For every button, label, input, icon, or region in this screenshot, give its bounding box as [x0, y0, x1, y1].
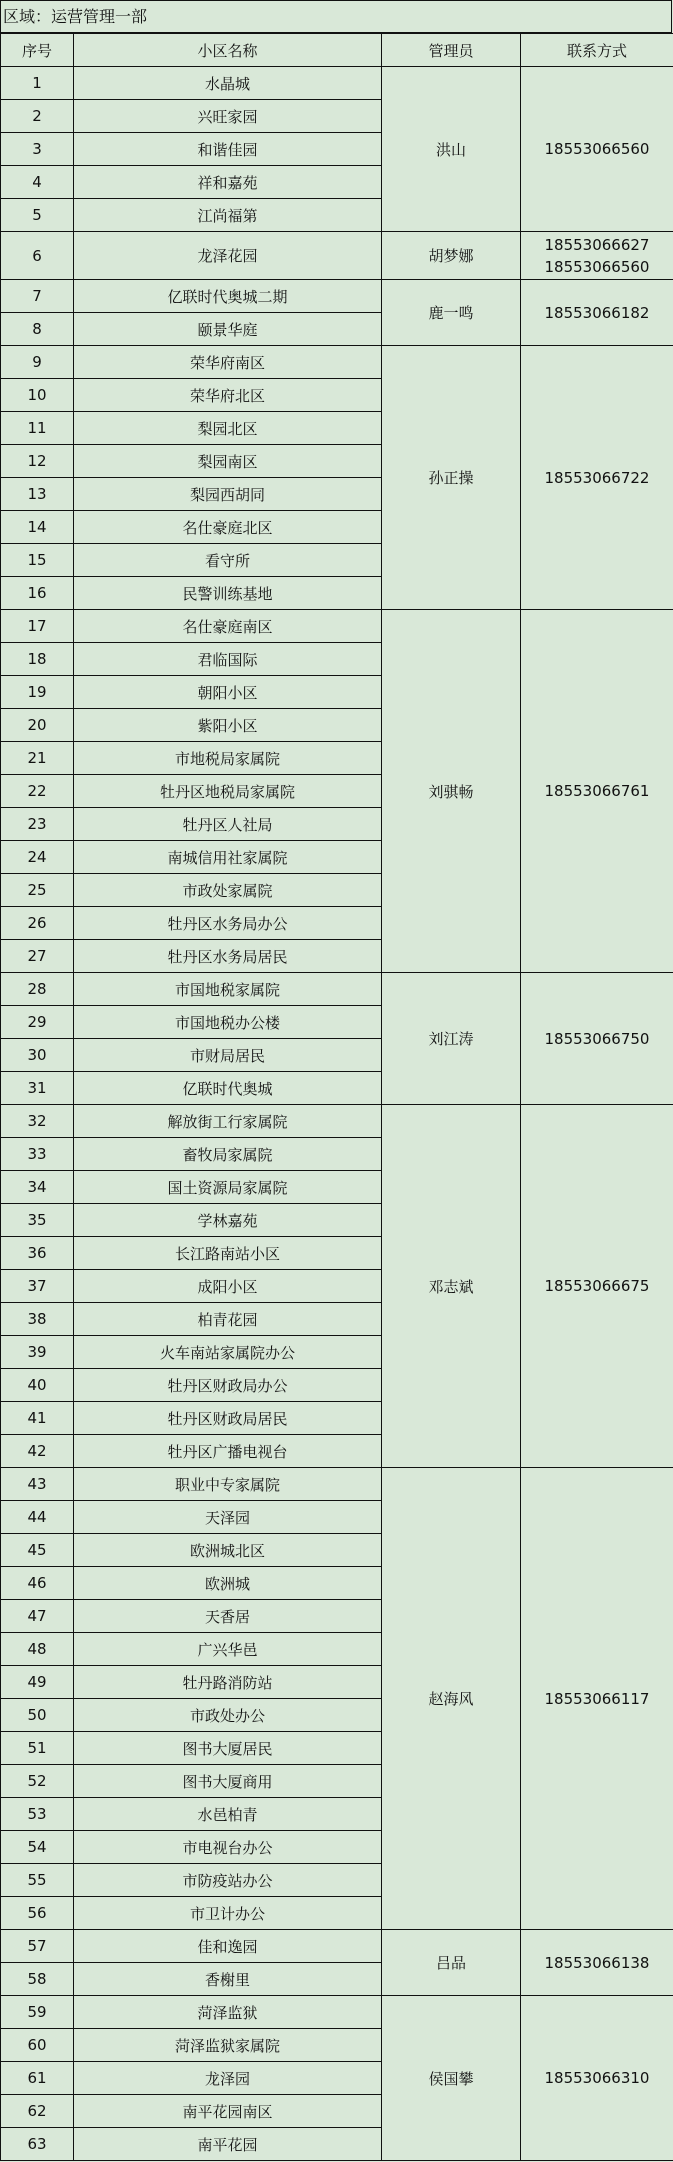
cell-community-name: 市政处办公	[74, 1699, 382, 1732]
cell-manager: 邓志斌	[382, 1105, 521, 1468]
cell-community-name: 名仕豪庭南区	[74, 610, 382, 643]
cell-community-name: 长江路南站小区	[74, 1237, 382, 1270]
cell-contact	[521, 232, 673, 280]
cell-no: 32	[1, 1105, 74, 1138]
cell-contact	[521, 1930, 673, 1996]
cell-no: 44	[1, 1501, 74, 1534]
cell-no: 11	[1, 412, 74, 445]
cell-no: 6	[1, 232, 74, 280]
cell-community-name: 天泽园	[74, 1501, 382, 1534]
cell-manager: 刘江涛	[382, 973, 521, 1105]
cell-community-name: 水晶城	[74, 67, 382, 100]
cell-community-name: 香榭里	[74, 1963, 382, 1996]
cell-community-name: 江尚福第	[74, 199, 382, 232]
cell-no: 5	[1, 199, 74, 232]
cell-contact	[521, 280, 673, 346]
cell-contact	[521, 1996, 673, 2161]
cell-community-name: 火车南站家属院办公	[74, 1336, 382, 1369]
cell-community-name: 市国地税家属院	[74, 973, 382, 1006]
cell-community-name: 牡丹区水务局办公	[74, 907, 382, 940]
table-row	[1, 346, 673, 379]
header-contact: 联系方式	[521, 34, 673, 67]
cell-no: 14	[1, 511, 74, 544]
cell-no: 38	[1, 1303, 74, 1336]
phone-number: 18553066750	[544, 1029, 650, 1048]
phone-number: 18553066117	[544, 1689, 650, 1708]
cell-community-name: 天香居	[74, 1600, 382, 1633]
cell-community-name: 荣华府南区	[74, 346, 382, 379]
cell-contact	[521, 1105, 673, 1468]
cell-community-name: 欧洲城北区	[74, 1534, 382, 1567]
cell-community-name: 图书大厦居民	[74, 1732, 382, 1765]
cell-community-name: 菏泽监狱	[74, 1996, 382, 2029]
table-row	[1, 67, 673, 100]
cell-no: 29	[1, 1006, 74, 1039]
header-no: 序号	[1, 34, 74, 67]
cell-no: 23	[1, 808, 74, 841]
cell-no: 31	[1, 1072, 74, 1105]
cell-community-name: 图书大厦商用	[74, 1765, 382, 1798]
cell-no: 61	[1, 2062, 74, 2095]
phone-number: 18553066675	[544, 1277, 650, 1295]
cell-no: 40	[1, 1369, 74, 1402]
cell-no: 53	[1, 1798, 74, 1831]
cell-no: 17	[1, 610, 74, 643]
cell-manager: 孙正操	[382, 346, 521, 610]
cell-no: 22	[1, 775, 74, 808]
cell-community-name: 南平花园南区	[74, 2095, 382, 2128]
cell-no: 48	[1, 1633, 74, 1666]
cell-no: 36	[1, 1237, 74, 1270]
cell-community-name: 君临国际	[74, 643, 382, 676]
phone-number: 18553066182	[544, 303, 650, 322]
cell-contact	[521, 973, 673, 1105]
cell-no: 35	[1, 1204, 74, 1237]
table-row	[1, 973, 673, 1006]
cell-no: 3	[1, 133, 74, 166]
cell-no: 12	[1, 445, 74, 478]
cell-community-name: 亿联时代奥城二期	[74, 280, 382, 313]
cell-community-name: 牡丹区广播电视台	[74, 1435, 382, 1468]
cell-community-name: 梨园西胡同	[74, 478, 382, 511]
cell-no: 56	[1, 1897, 74, 1930]
cell-manager: 刘骐畅	[382, 610, 521, 973]
cell-contact	[521, 67, 673, 232]
cell-no: 7	[1, 280, 74, 313]
cell-no: 20	[1, 709, 74, 742]
cell-community-name: 龙泽花园	[74, 232, 382, 280]
cell-no: 19	[1, 676, 74, 709]
cell-community-name: 牡丹区地税局家属院	[74, 775, 382, 808]
cell-community-name: 市财局居民	[74, 1039, 382, 1072]
header-name: 小区名称	[74, 34, 382, 67]
cell-community-name: 南城信用社家属院	[74, 841, 382, 874]
table-row	[1, 1996, 673, 2029]
cell-community-name: 和谐佳园	[74, 133, 382, 166]
cell-no: 51	[1, 1732, 74, 1765]
community-table	[0, 33, 673, 2161]
cell-no: 43	[1, 1468, 74, 1501]
cell-community-name: 学林嘉苑	[74, 1204, 382, 1237]
cell-no: 50	[1, 1699, 74, 1732]
cell-contact	[521, 610, 673, 973]
cell-no: 37	[1, 1270, 74, 1303]
phone-number: 18553066761	[544, 782, 650, 800]
cell-no: 59	[1, 1996, 74, 2029]
cell-no: 39	[1, 1336, 74, 1369]
cell-no: 42	[1, 1435, 74, 1468]
cell-community-name: 成阳小区	[74, 1270, 382, 1303]
cell-no: 63	[1, 2128, 74, 2161]
phone-number: 18553066560	[544, 140, 650, 158]
cell-no: 55	[1, 1864, 74, 1897]
cell-community-name: 颐景华庭	[74, 313, 382, 346]
phone-number: 18553066310	[544, 2069, 650, 2087]
cell-no: 15	[1, 544, 74, 577]
cell-community-name: 市防疫站办公	[74, 1864, 382, 1897]
cell-no: 21	[1, 742, 74, 775]
cell-manager: 鹿一鸣	[382, 280, 521, 346]
cell-community-name: 荣华府北区	[74, 379, 382, 412]
table-row	[1, 1105, 673, 1138]
cell-community-name: 牡丹路消防站	[74, 1666, 382, 1699]
cell-manager: 吕品	[382, 1930, 521, 1996]
cell-no: 45	[1, 1534, 74, 1567]
cell-no: 9	[1, 346, 74, 379]
cell-manager: 赵海风	[382, 1468, 521, 1930]
cell-no: 62	[1, 2095, 74, 2128]
cell-community-name: 祥和嘉苑	[74, 166, 382, 199]
header-manager: 管理员	[382, 34, 521, 67]
cell-community-name: 欧洲城	[74, 1567, 382, 1600]
cell-no: 57	[1, 1930, 74, 1963]
cell-no: 34	[1, 1171, 74, 1204]
cell-contact	[521, 1468, 673, 1930]
cell-no: 47	[1, 1600, 74, 1633]
cell-community-name: 龙泽园	[74, 2062, 382, 2095]
cell-no: 13	[1, 478, 74, 511]
cell-no: 58	[1, 1963, 74, 1996]
table-row	[1, 1930, 673, 1963]
cell-community-name: 市电视台办公	[74, 1831, 382, 1864]
cell-no: 16	[1, 577, 74, 610]
cell-community-name: 水邑柏青	[74, 1798, 382, 1831]
cell-no: 26	[1, 907, 74, 940]
table-row	[1, 610, 673, 643]
cell-contact	[521, 346, 673, 610]
cell-community-name: 菏泽监狱家属院	[74, 2029, 382, 2062]
cell-no: 1	[1, 67, 74, 100]
cell-community-name: 广兴华邑	[74, 1633, 382, 1666]
cell-no: 8	[1, 313, 74, 346]
cell-community-name: 柏青花园	[74, 1303, 382, 1336]
cell-community-name: 紫阳小区	[74, 709, 382, 742]
cell-no: 2	[1, 100, 74, 133]
header-row	[1, 34, 673, 67]
cell-community-name: 梨园南区	[74, 445, 382, 478]
cell-no: 24	[1, 841, 74, 874]
cell-no: 27	[1, 940, 74, 973]
cell-community-name: 牡丹区水务局居民	[74, 940, 382, 973]
phone-number: 18553066627	[544, 235, 650, 254]
cell-no: 41	[1, 1402, 74, 1435]
table-body	[1, 67, 673, 2161]
cell-no: 4	[1, 166, 74, 199]
cell-community-name: 畜牧局家属院	[74, 1138, 382, 1171]
cell-no: 28	[1, 973, 74, 1006]
cell-community-name: 国土资源局家属院	[74, 1171, 382, 1204]
cell-community-name: 佳和逸园	[74, 1930, 382, 1963]
cell-manager: 洪山	[382, 67, 521, 232]
cell-community-name: 看守所	[74, 544, 382, 577]
cell-no: 18	[1, 643, 74, 676]
cell-no: 46	[1, 1567, 74, 1600]
cell-no: 52	[1, 1765, 74, 1798]
cell-no: 60	[1, 2029, 74, 2062]
cell-manager: 侯国攀	[382, 1996, 521, 2161]
cell-community-name: 牡丹区财政局居民	[74, 1402, 382, 1435]
cell-community-name: 兴旺家园	[74, 100, 382, 133]
cell-community-name: 南平花园	[74, 2128, 382, 2161]
cell-community-name: 市卫计办公	[74, 1897, 382, 1930]
cell-no: 54	[1, 1831, 74, 1864]
cell-no: 30	[1, 1039, 74, 1072]
cell-no: 33	[1, 1138, 74, 1171]
region-label: 区域：运营管理一部	[0, 0, 672, 33]
cell-community-name: 解放街工行家属院	[74, 1105, 382, 1138]
table-row	[1, 232, 673, 280]
table-row	[1, 280, 673, 313]
cell-community-name: 民警训练基地	[74, 577, 382, 610]
cell-no: 49	[1, 1666, 74, 1699]
cell-community-name: 市国地税办公楼	[74, 1006, 382, 1039]
cell-community-name: 市地税局家属院	[74, 742, 382, 775]
cell-no: 10	[1, 379, 74, 412]
phone-number: 18553066722	[544, 468, 650, 487]
phone-number: 18553066560	[544, 257, 650, 276]
cell-community-name: 朝阳小区	[74, 676, 382, 709]
cell-manager: 胡梦娜	[382, 232, 521, 280]
cell-community-name: 梨园北区	[74, 412, 382, 445]
cell-community-name: 牡丹区财政局办公	[74, 1369, 382, 1402]
cell-community-name: 名仕豪庭北区	[74, 511, 382, 544]
phone-number: 18553066138	[544, 1953, 650, 1972]
table-row	[1, 1468, 673, 1501]
cell-community-name: 牡丹区人社局	[74, 808, 382, 841]
cell-no: 25	[1, 874, 74, 907]
cell-community-name: 亿联时代奥城	[74, 1072, 382, 1105]
cell-community-name: 市政处家属院	[74, 874, 382, 907]
cell-community-name: 职业中专家属院	[74, 1468, 382, 1501]
